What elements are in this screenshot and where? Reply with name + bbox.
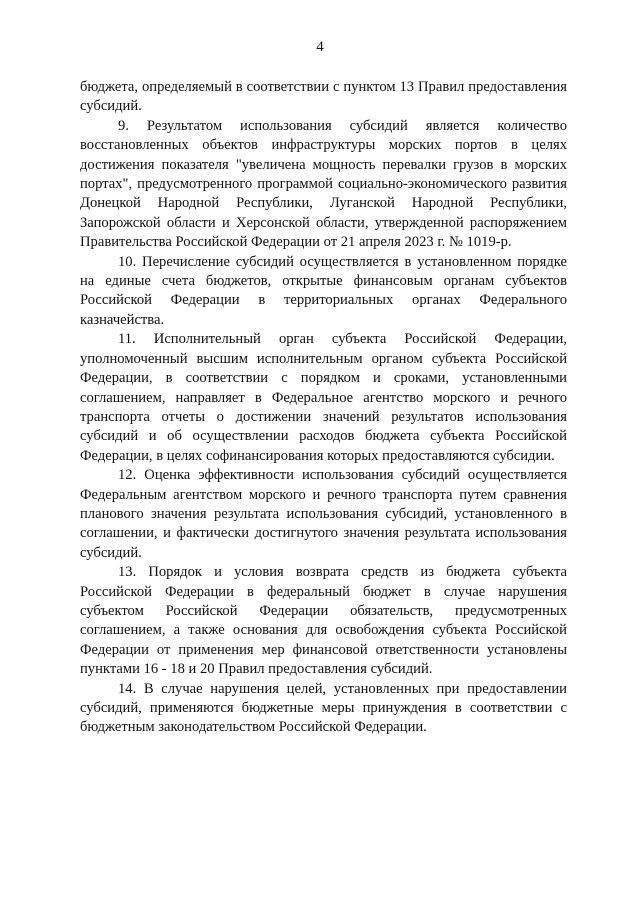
paragraph-item-14: 14. В случае нарушения целей, установленных при предоставлении субсидий, применяются бюджетные меры принуждения в соответствии с бюджетным законодательством Российской Федерации. [80, 680, 567, 736]
document-body [80, 78, 567, 738]
paragraph-item-12: 12. Оценка эффективности использования субсидий осуществляется Федеральным агентством морского и речного транспорта путем сравнения планового значения результата использования субсидий, установленного в соглашении, и фактически достигнутого значения результата использования субсидий. [80, 467, 567, 561]
paragraph-item-13: 13. Порядок и условия возврата средств из бюджета субъекта Российской Федерации в федеральный бюджет в случае нарушения субъектом Российской Федерации обязательств, предусмотренных соглашением, а также основания для освобождения субъекта Российской Федерации от применения мер финансовой ответственности установлены пунктами 16 - 18 и 20 Правил предоставления субсидий. [80, 564, 567, 678]
paragraph-item-11: 11. Исполнительный орган субъекта Российской Федерации, уполномоченный высшим исполнительным органом субъекта Российской Федерации, в соответствии с порядком и сроками, установленными соглашением, направляет в Федеральное агентство морского и речного транспорта отчеты о достижении значений результатов использования субсидий и об осуществлении расходов бюджета субъекта Российской Федерации, в целях софинансирования которых предоставляются субсидии. [80, 331, 567, 464]
paragraph-item-10: 10. Перечисление субсидий осуществляется в установленном порядке на единые счета бюджетов, открытые финансовым органам субъектов Российской Федерации в территориальных органах Федерального казначейства. [80, 253, 567, 328]
paragraph-item-9: 9. Результатом использования субсидий является количество восстановленных объектов инфраструктуры морских портов в целях достижения показателя "увеличена мощность перевалки грузов в морских портах", предусмотренного программой социально-экономического развития Донецкой Народной Республики, Луганской Народной Республики, Запорожской области и Херсонской области, утвержденной распоряжением Правительства Российской Федерации от 21 апреля 2023 г. № 1019-р. [80, 117, 567, 251]
page-number: 4 [316, 39, 324, 55]
paragraph-continuation: бюджета, определяемый в соответствии с пунктом 13 Правил предоставления субсидий. [80, 79, 567, 115]
